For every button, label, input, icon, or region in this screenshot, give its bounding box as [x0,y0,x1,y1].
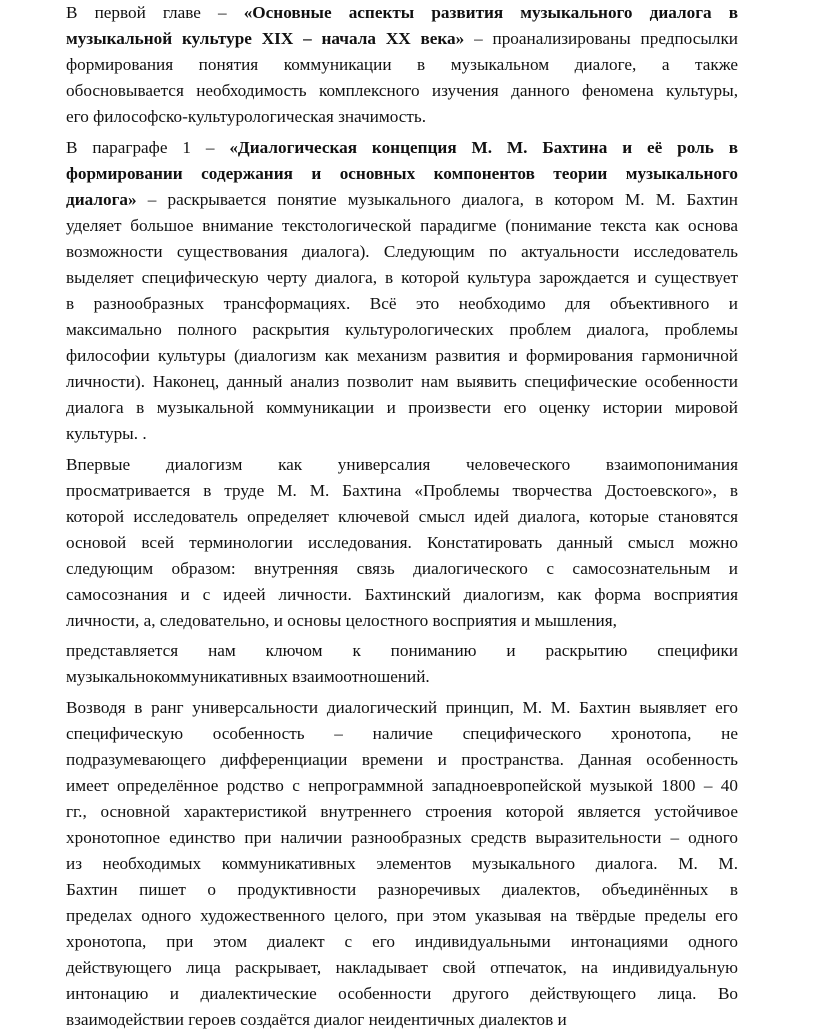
text-line: самосознания и с идеей личности. Бахтинский диалогизм, как форма восприятия [66,585,738,604]
text-line: просматривается в труде М. М. Бахтина «Проблемы творчества Достоевского», в [66,481,738,500]
text-line: личности). Наконец, данный анализ позволит нам выявить специфические особенности [66,372,738,391]
paragraph-section-one [66,135,738,447]
text-line: обосновывается необходимость комплексного изучения данного феномена культуры, [66,81,738,100]
text-line: диалога в музыкальной коммуникации и произвести его оценку истории мировой [66,398,738,417]
text-line: философии культуры (диалогизм как механизм развития и формирования гармоничной [66,346,738,365]
paragraph-chronotope [66,695,738,1033]
text-line: которой исследователь определяет ключевой смысл идей диалога, которые становятся [66,507,738,526]
text-line: музыкальной культуре XIX – начала XX века» – проанализированы предпосылки [66,29,738,48]
text-line: возможности существования диалога). Следующим по актуальности исследователь [66,242,738,261]
text-line: имеет определённое родство с непрограммной западноевропейской музыкой 1800 – 40 [66,776,738,795]
text-line: действующего лица раскрывает, накладывает свой отпечаток, на индивидуальную [66,958,738,977]
text-line: хронотопное единство при наличии разнообразных средств выразительности – одного [66,828,738,847]
text-line: уделяет большое внимание текстологической парадигме (понимание текста как основа [66,216,738,235]
text-line: представляется нам ключом к пониманию и раскрытию специфики [66,641,738,660]
text-line: диалога» – раскрывается понятие музыкального диалога, в котором М. М. Бахтин [66,190,738,209]
text-line: его философско-культурологическая значимость. [66,107,427,126]
text-line: формировании содержания и основных компонентов теории музыкального [66,164,738,183]
text-line: выделяет специфическую черту диалога, в которой культура зарождается и существует [66,268,738,287]
text-line: личности, а, следовательно, и основы целостного восприятия и мышления, [66,611,617,630]
text-line: из необходимых коммуникативных элементов музыкального диалога. М. М. [66,854,738,873]
text-line: гг., основной характеристикой внутреннего строения которой является устойчивое [66,802,738,821]
text-line: специфическую особенность – наличие специфического хронотопа, не [66,724,738,743]
text-line: в разнообразных трансформациях. Всё это необходимо для объективного и [66,294,738,313]
text-line: взаимодействии героев создаётся диалог неидентичных диалектов и [66,1010,567,1029]
text-line: интонацию и диалектические особенности другого действующего лица. Во [66,984,738,1003]
text-line: Возводя в ранг универсальности диалогический принцип, М. М. Бахтин выявляет его [66,698,738,717]
text-line: пределах одного художественного целого, при этом указывая на твёрдые пределы его [66,906,738,925]
text-line: хронотопа, при этом диалект с его индивидуальными интонациями одного [66,932,738,951]
text-line: Бахтин пишет о продуктивности разноречивых диалектов, объединённых в [66,880,738,899]
text-line: Впервые диалогизм как универсалия человеческого взаимопонимания [66,455,738,474]
document-page [66,0,738,1033]
text-line: музыкальнокоммуникативных взаимоотношений. [66,667,430,686]
text-line: подразумевающего дифференциации времени и пространства. Данная особенность [66,750,738,769]
text-line: формирования понятия коммуникации в музыкальном диалоге, а также [66,55,738,74]
text-line: основой всей терминологии исследования. Констатировать данный смысл можно [66,533,738,552]
paragraph-dialogism [66,452,738,690]
text-line: культуры. . [66,424,147,443]
paragraph-chapter-one [66,0,738,130]
text-line: максимально полного раскрытия культурологических проблем диалога, проблемы [66,320,738,339]
text-line: следующим образом: внутренняя связь диалогического с самосознательным и [66,559,738,578]
text-line: В параграфе 1 – «Диалогическая концепция М. М. Бахтина и её роль в [66,138,738,157]
text-line: В первой главе – «Основные аспекты развития музыкального диалога в [66,3,738,22]
